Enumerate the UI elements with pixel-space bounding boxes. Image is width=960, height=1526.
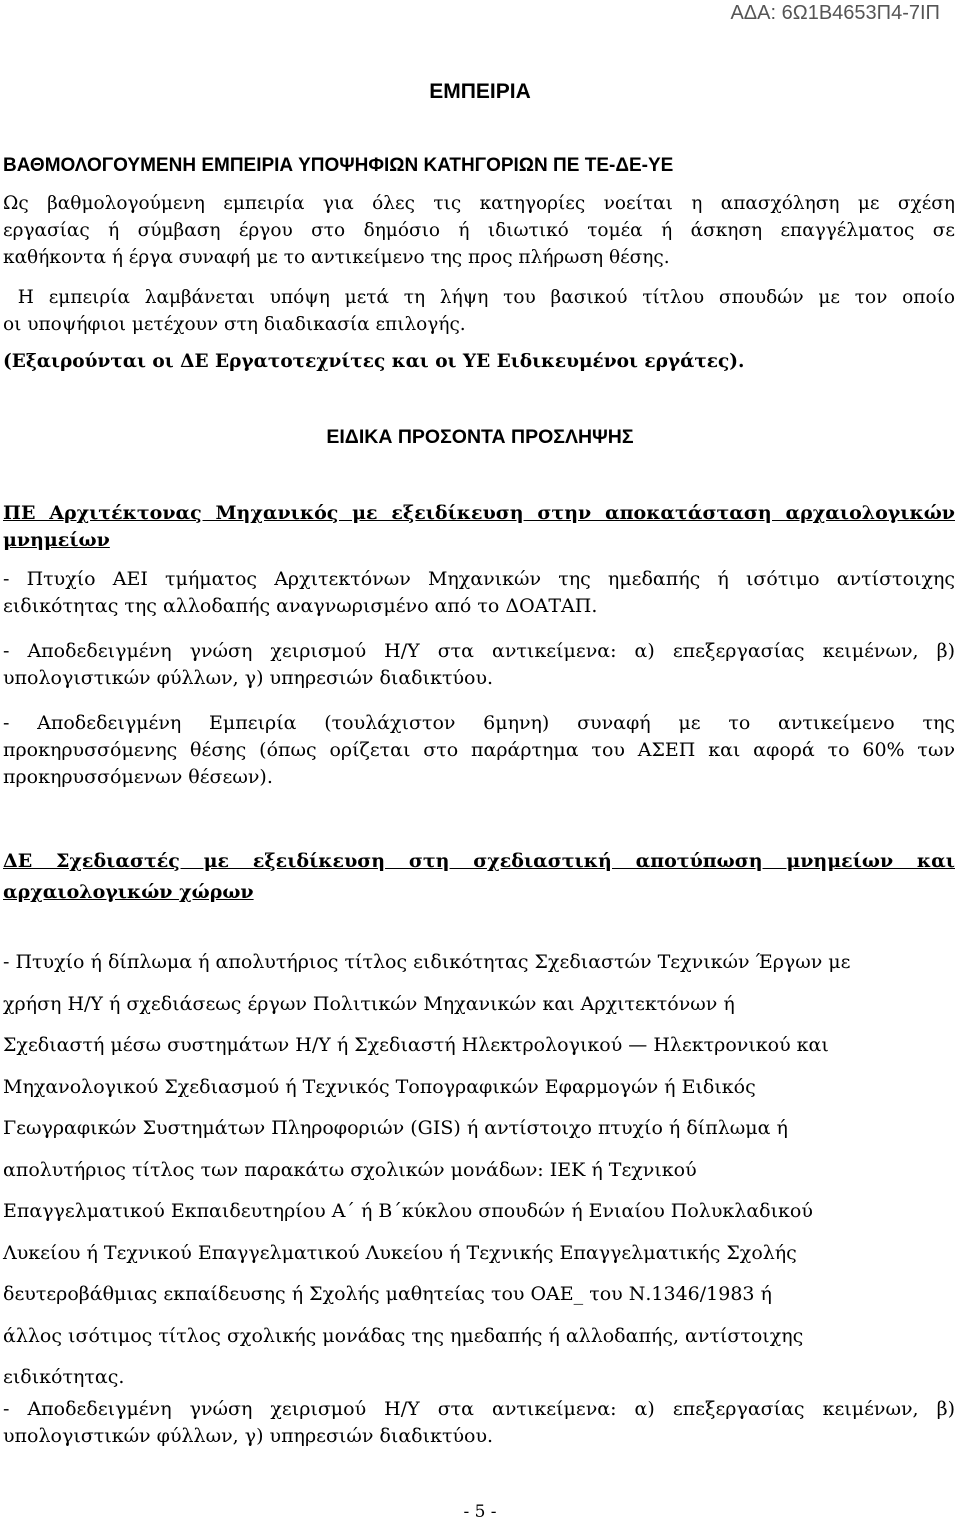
text-line: Μηχανολογικού Σχεδιασμού ή Τεχνικός Τοπογραφικών Εφαρμογών ή Ειδικός	[3, 1075, 756, 1098]
de-position-title	[3, 846, 955, 908]
de-requirement-degree	[3, 942, 955, 1399]
text-line: Γεωγραφικών Συστημάτων Πληροφοριών (GIS) ή αντίστοιχο πτυχίο ή δίπλωμα ή	[3, 1117, 788, 1139]
de-requirement-computer-skills	[3, 1396, 955, 1450]
text-line: - Αποδεδειγμένη γνώση χειρισμού Η/Υ στα αντικείμενα: α) επεξεργασίας κειμένων, β)	[3, 640, 955, 662]
pe-requirement-degree	[3, 566, 955, 620]
text-line: Λυκείου ή Τεχνικού Επαγγελματικού Λυκείου ή Τεχνικής Επαγγελματικής Σχολής	[3, 1241, 797, 1264]
section-title-qualifications: ΕΙΔΙΚΑ ΠΡΟΣΟΝΤΑ ΠΡΟΣΛΗΨΗΣ	[326, 426, 634, 448]
text-line: προκηρυσσόμενων θέσεων).	[3, 766, 273, 788]
text-line: ειδικότητας της αλλοδαπής αναγνωρισμένο από το ΔΟΑΤΑΠ.	[3, 595, 598, 617]
text-line: υπολογιστικών φύλλων, γ) υπηρεσιών διαδικτύου.	[3, 667, 494, 689]
text-line: αρχαιολογικών χώρων	[3, 881, 254, 903]
text-line: άλλος ισότιμος τίτλος σχολικής μονάδας της ημεδαπής ή αλλοδαπής, αντίστοιχης	[3, 1324, 804, 1347]
pe-requirement-computer-skills	[3, 638, 955, 692]
text-line: χρήση Η/Υ ή σχεδιάσεως έργων Πολιτικών Μηχανικών και Αρχιτεκτόνων ή	[3, 992, 735, 1015]
pe-position-title	[3, 500, 955, 554]
text-line: - Πτυχίο ΑΕΙ τμήματος Αρχιτεκτόνων Μηχανικών της ημεδαπής ή ισότιμο αντίστοιχης	[3, 568, 955, 590]
text-line: εργασίας ή σύμβαση έργου στο δημόσιο ή ιδιωτικό τομέα ή άσκηση επαγγέλματος σε	[3, 220, 955, 241]
text-line: προκηρυσσόμενης θέσης (όπως ορίζεται στο παράρτημα του ΑΣΕΠ και αφορά το 60% των	[3, 739, 955, 761]
text-line: Σχεδιαστή μέσω συστημάτων Η/Υ ή Σχεδιαστή Ηλεκτρολογικού — Ηλεκτρονικού και	[3, 1034, 829, 1056]
text-line: ΠΕ Αρχιτέκτονας Μηχανικός με εξειδίκευση στην αποκατάσταση αρχαιολογικών	[3, 502, 955, 524]
text-line: υπολογιστικών φύλλων, γ) υπηρεσιών διαδικτύου.	[3, 1425, 494, 1447]
text-line: Επαγγελματικού Εκπαιδευτηρίου Α΄ ή Β΄κύκλου σπουδών ή Ενιαίου Πολυκλαδικού	[3, 1200, 813, 1222]
text-line: Ως βαθμολογούμενη εμπειρία για όλες τις κατηγορίες νοείται η απασχόληση με σχέση	[3, 193, 955, 214]
pe-requirement-experience	[3, 710, 955, 791]
text-line: απολυτήριος τίτλος των παρακάτω σχολικών μονάδων: ΙΕΚ ή Τεχνικού	[3, 1158, 697, 1181]
text-line: καθήκοντα ή έργα συναφή με το αντικείμενο της προς πλήρωση θέσης.	[3, 247, 670, 268]
text-line: - Αποδεδειγμένη Εμπειρία (τουλάχιστον 6μηνη) συναφή με το αντικείμενο της	[3, 712, 955, 734]
section-title-experience: ΕΜΠΕΙΡΙΑ	[429, 80, 531, 103]
text-line: οι υποψήφιοι μετέχουν στη διαδικασία επιλογής.	[3, 314, 466, 335]
text-line: - Πτυχίο ή δίπλωμα ή απολυτήριος τίτλος ειδικότητας Σχεδιαστών Τεχνικών Έργων με	[3, 951, 851, 973]
text-line: ΔΕ Σχεδιαστές με εξειδίκευση στη σχεδιαστική αποτύπωση μνημείων και	[3, 850, 955, 872]
text-line: μνημείων	[3, 529, 110, 551]
text-line: Η εμπειρία λαμβάνεται υπόψη μετά τη λήψη του βασικού τίτλου σπουδών με τον οποίο	[3, 287, 955, 308]
experience-paragraph-2	[3, 284, 955, 338]
scored-experience-heading: ΒΑΘΜΟΛΟΓΟΥΜΕΝΗ ΕΜΠΕΙΡΙΑ ΥΠΟΨΗΦΙΩΝ ΚΑΤΗΓΟΡΙΩΝ ΠΕ ΤΕ-ΔΕ-ΥΕ	[3, 155, 674, 176]
text-line: δευτεροβάθμιας εκπαίδευσης ή Σχολής μαθητείας του ΟΑΕ_ του Ν.1346/1983 ή	[3, 1283, 772, 1305]
text-line: - Αποδεδειγμένη γνώση χειρισμού Η/Υ στα αντικείμενα: α) επεξεργασίας κειμένων, β)	[3, 1398, 955, 1420]
ada-code: ΑΔΑ: 6Ω1Β4653Π4-7ΙΠ	[730, 2, 940, 24]
experience-paragraph-1	[3, 190, 955, 271]
text-line: ειδικότητας.	[3, 1366, 125, 1388]
exception-note: (Εξαιρούνται οι ΔΕ Εργατοτεχνίτες και οι ΥΕ Ειδικευμένοι εργάτες).	[3, 351, 745, 372]
page-number: - 5 -	[463, 1502, 497, 1522]
